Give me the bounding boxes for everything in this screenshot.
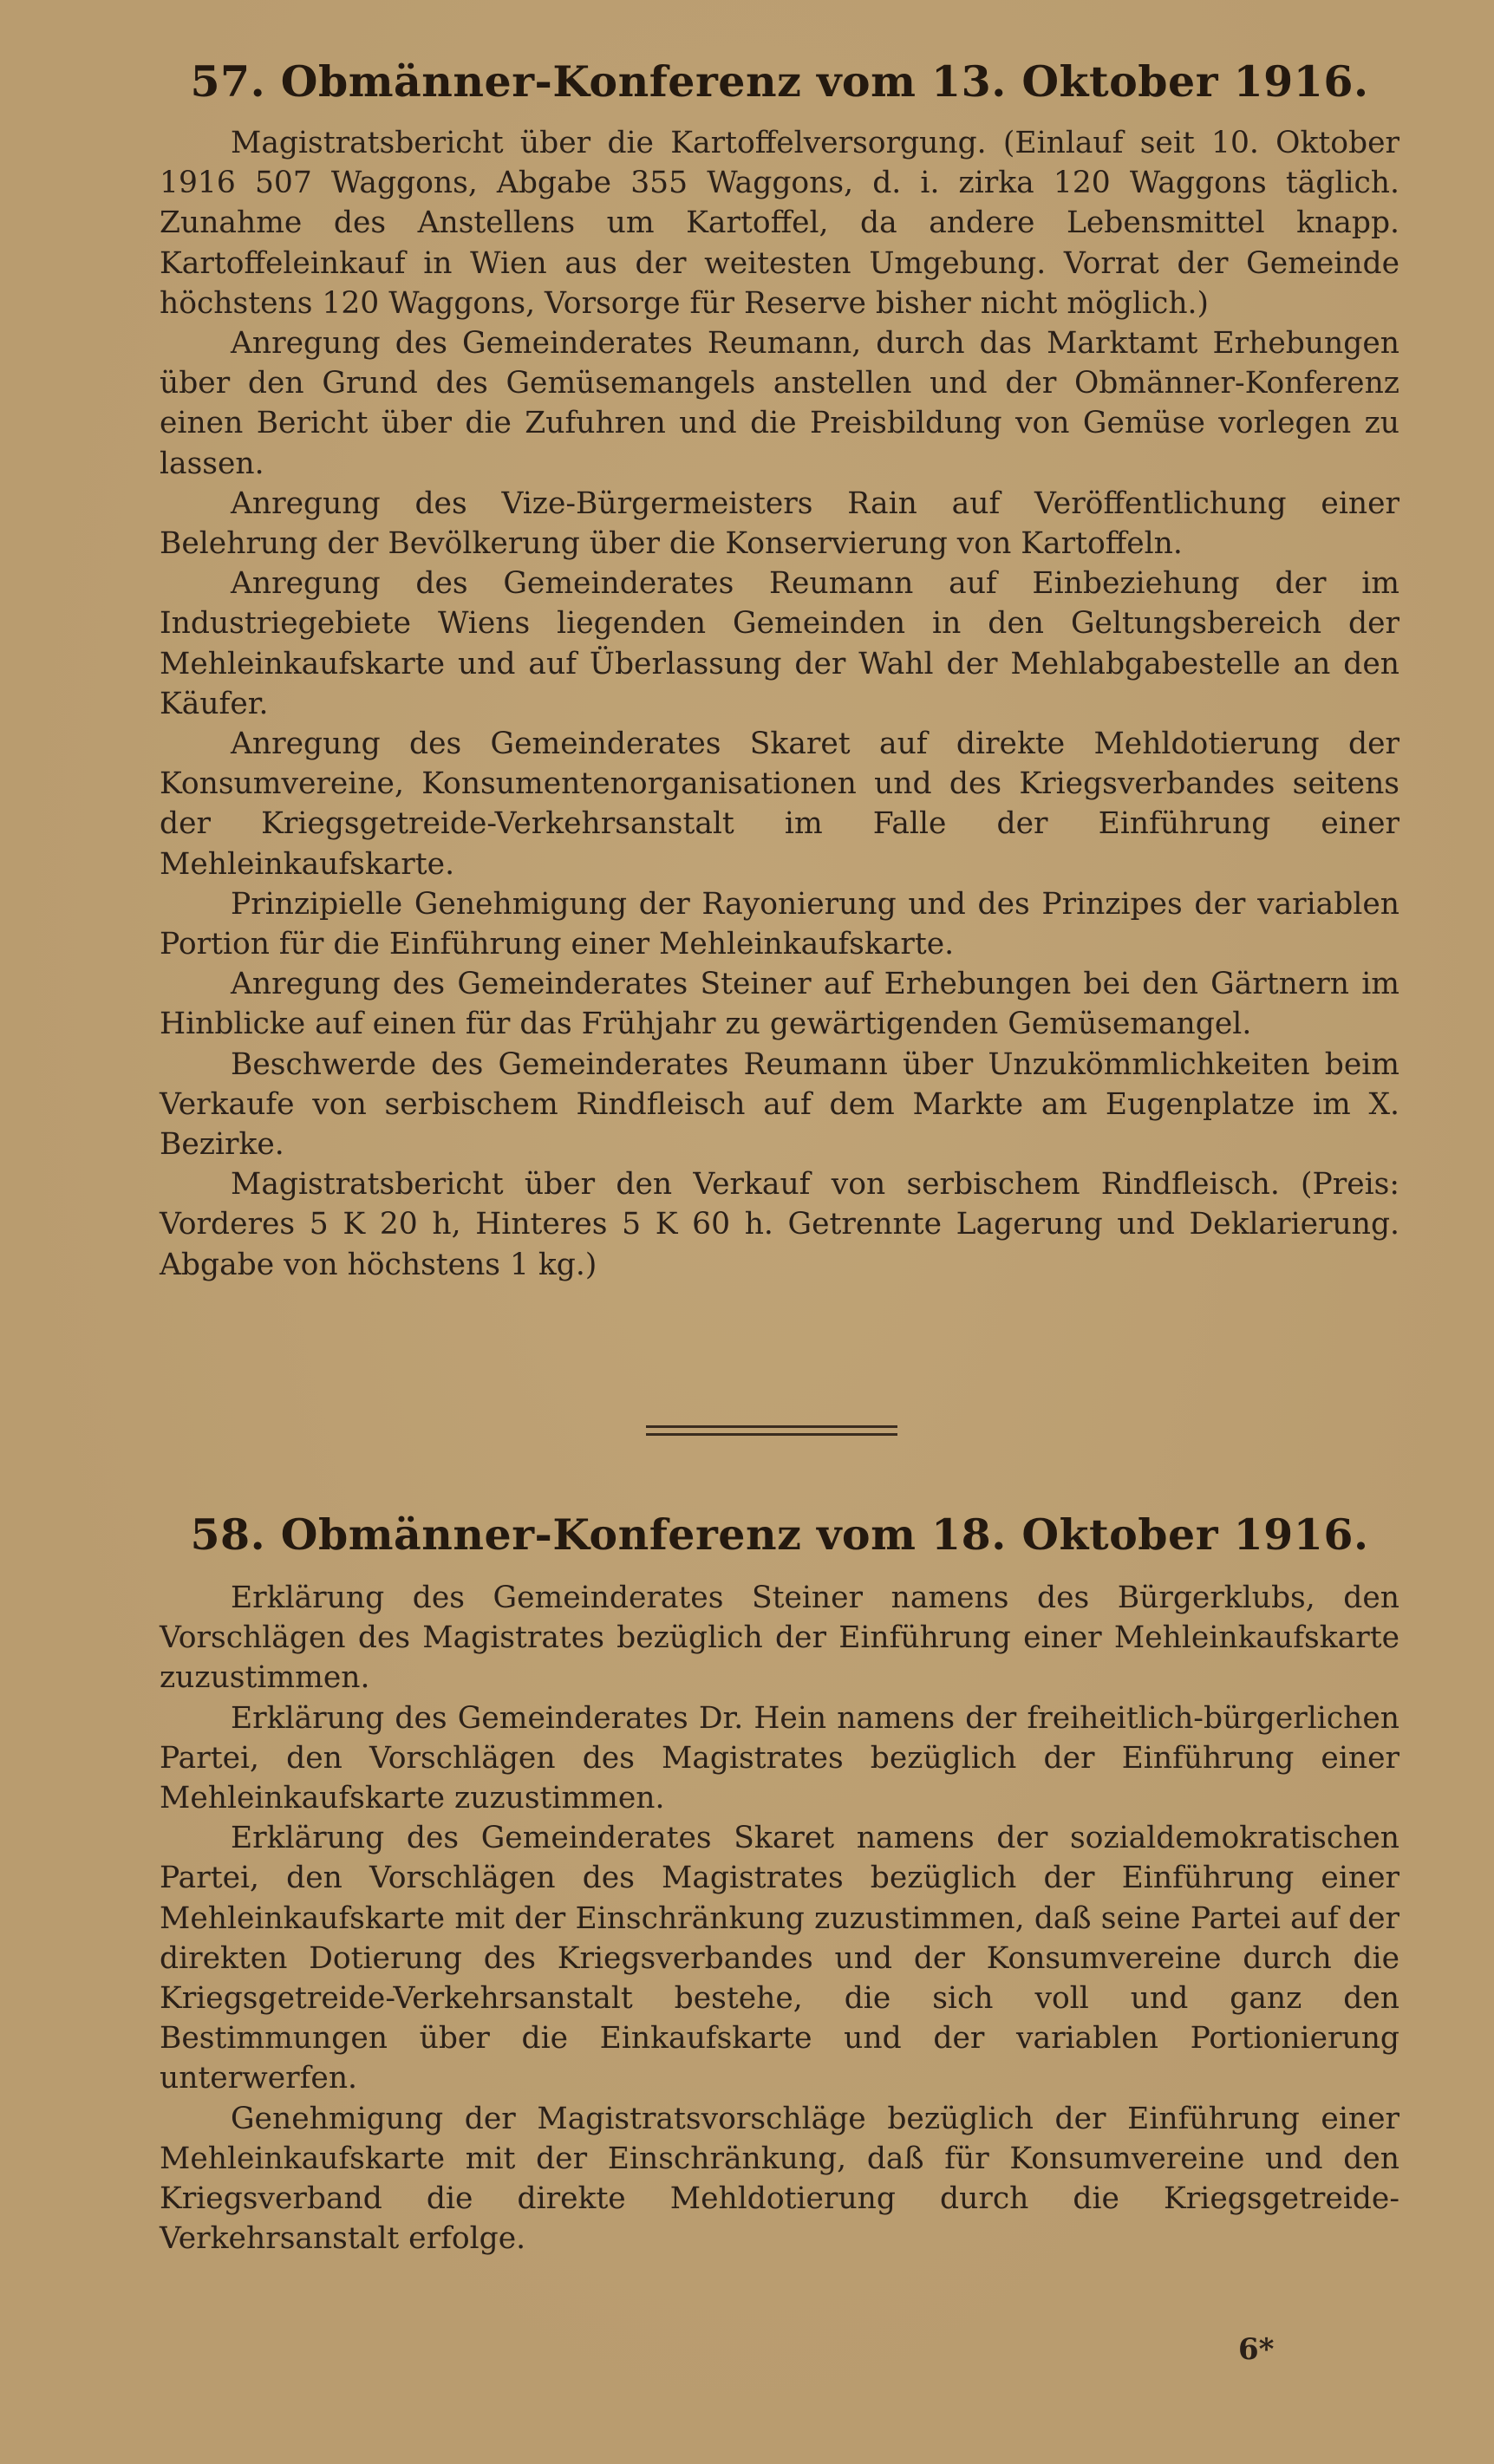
section-divider (646, 1425, 897, 1437)
paragraph: Anregung des Gemeinderates Skaret auf direkte Mehldotierung der Konsumvereine, Konsumentenorganisationen und des Kriegsverbandes seitens der Kriegsgetreide-Verkehrsanstalt im Falle der Einführung einer Mehleinkaufskarte. (160, 727, 1399, 882)
paragraph: Erklärung des Gemeinderates Dr. Hein namens der freiheitlich-bürgerlichen Partei, den Vorschlägen des Magistrates bezüglich der Einführung einer Mehleinkaufskarte zuzustimmen. (160, 1700, 1399, 1816)
section-body (160, 123, 1399, 1285)
paragraph: Anregung des Gemeinderates Steiner auf Erhebungen bei den Gärtnern im Hinblicke auf einen für das Frühjahr zu gewärtigenden Gemüsemangel. (160, 967, 1399, 1042)
paragraph: Anregung des Vize-Bürgermeisters Rain auf Veröffentlichung einer Belehrung der Bevölkerung über die Konservierung von Kartoffeln. (160, 486, 1399, 562)
paragraph: Magistratsbericht über den Verkauf von serbischem Rindfleisch. (Preis: Vorderes 5 K 20 h, Hinteres 5 K 60 h. Getrennte Lagerung und Deklarierung. Abgabe von höchstens 1 kg.) (160, 1167, 1399, 1282)
paragraph: Prinzipielle Genehmigung der Rayonierung und des Prinzipes der variablen Portion für die Einführung einer Mehleinkaufskarte. (160, 886, 1399, 962)
paragraph: Erklärung des Gemeinderates Skaret namens der sozialdemokratischen Partei, den Vorschlägen des Magistrates bezüglich der Einführung einer Mehleinkaufskarte mit der Einschränkung zuzustimmen, daß seine Partei auf der direkten Dotierung des Kriegsverbandes und der Konsumvereine durch die Kriegsgetreide-Verkehrsanstalt bestehe, die sich voll und ganz den Bestimmungen über die Einkaufskarte und der variablen Portionierung unterwerfen. (160, 1821, 1399, 2096)
section-heading: 58. Obmänner-Konferenz vom 18. Oktober 1916. (190, 1509, 1369, 1560)
paragraph: Magistratsbericht über die Kartoffelversorgung. (Einlauf seit 10. Oktober 1916 507 Waggons, Abgabe 355 Waggons, d. i. zirka 120 Waggons täglich. Zunahme des Anstellens um Kartoffel, da andere Lebensmittel knapp. Kartoffeleinkauf in Wien aus der weitesten Umgebung. Vorrat der Gemeinde höchstens 120 Waggons, Vorsorge für Reserve bisher nicht möglich.) (160, 126, 1399, 321)
paragraph: Anregung des Gemeinderates Reumann auf Einbeziehung der im Industriegebiete Wiens liegenden Gemeinden in den Geltungsbereich der Mehleinkaufskarte und auf Überlassung der Wahl der Mehlabgabestelle an den Käufer. (160, 566, 1399, 721)
paragraph: Genehmigung der Magistratsvorschläge bezüglich der Einführung einer Mehleinkaufskarte mit der Einschränkung, daß für Konsumvereine und den Kriegsverband die direkte Mehldotierung durch die Kriegsgetreide-Verkehrsanstalt erfolge. (160, 2101, 1399, 2257)
paragraph: Erklärung des Gemeinderates Steiner namens des Bürgerklubs, den Vorschlägen des Magistrates bezüglich der Einführung einer Mehleinkaufskarte zuzustimmen. (160, 1581, 1399, 1696)
paragraph: Beschwerde des Gemeinderates Reumann über Unzukömmlichkeiten beim Verkaufe von serbischem Rindfleisch auf dem Markte am Eugenplatze im X. Bezirke. (160, 1046, 1399, 1163)
section-body (160, 1578, 1399, 2259)
divider-line-bottom (646, 1433, 897, 1436)
paragraph: Anregung des Gemeinderates Reumann, durch das Marktamt Erhebungen über den Grund des Gemüsemangels anstellen und der Obmänner-Konferenz einen Bericht über die Zufuhren und die Preisbildung von Gemüse vorlegen zu lassen. (160, 326, 1399, 481)
divider-line-top (646, 1425, 897, 1428)
page-number: 6* (1238, 2332, 1275, 2367)
section-57 (160, 54, 1399, 1285)
section-58 (160, 1507, 1399, 2259)
section-heading: 57. Obmänner-Konferenz vom 13. Oktober 1916. (190, 56, 1369, 107)
